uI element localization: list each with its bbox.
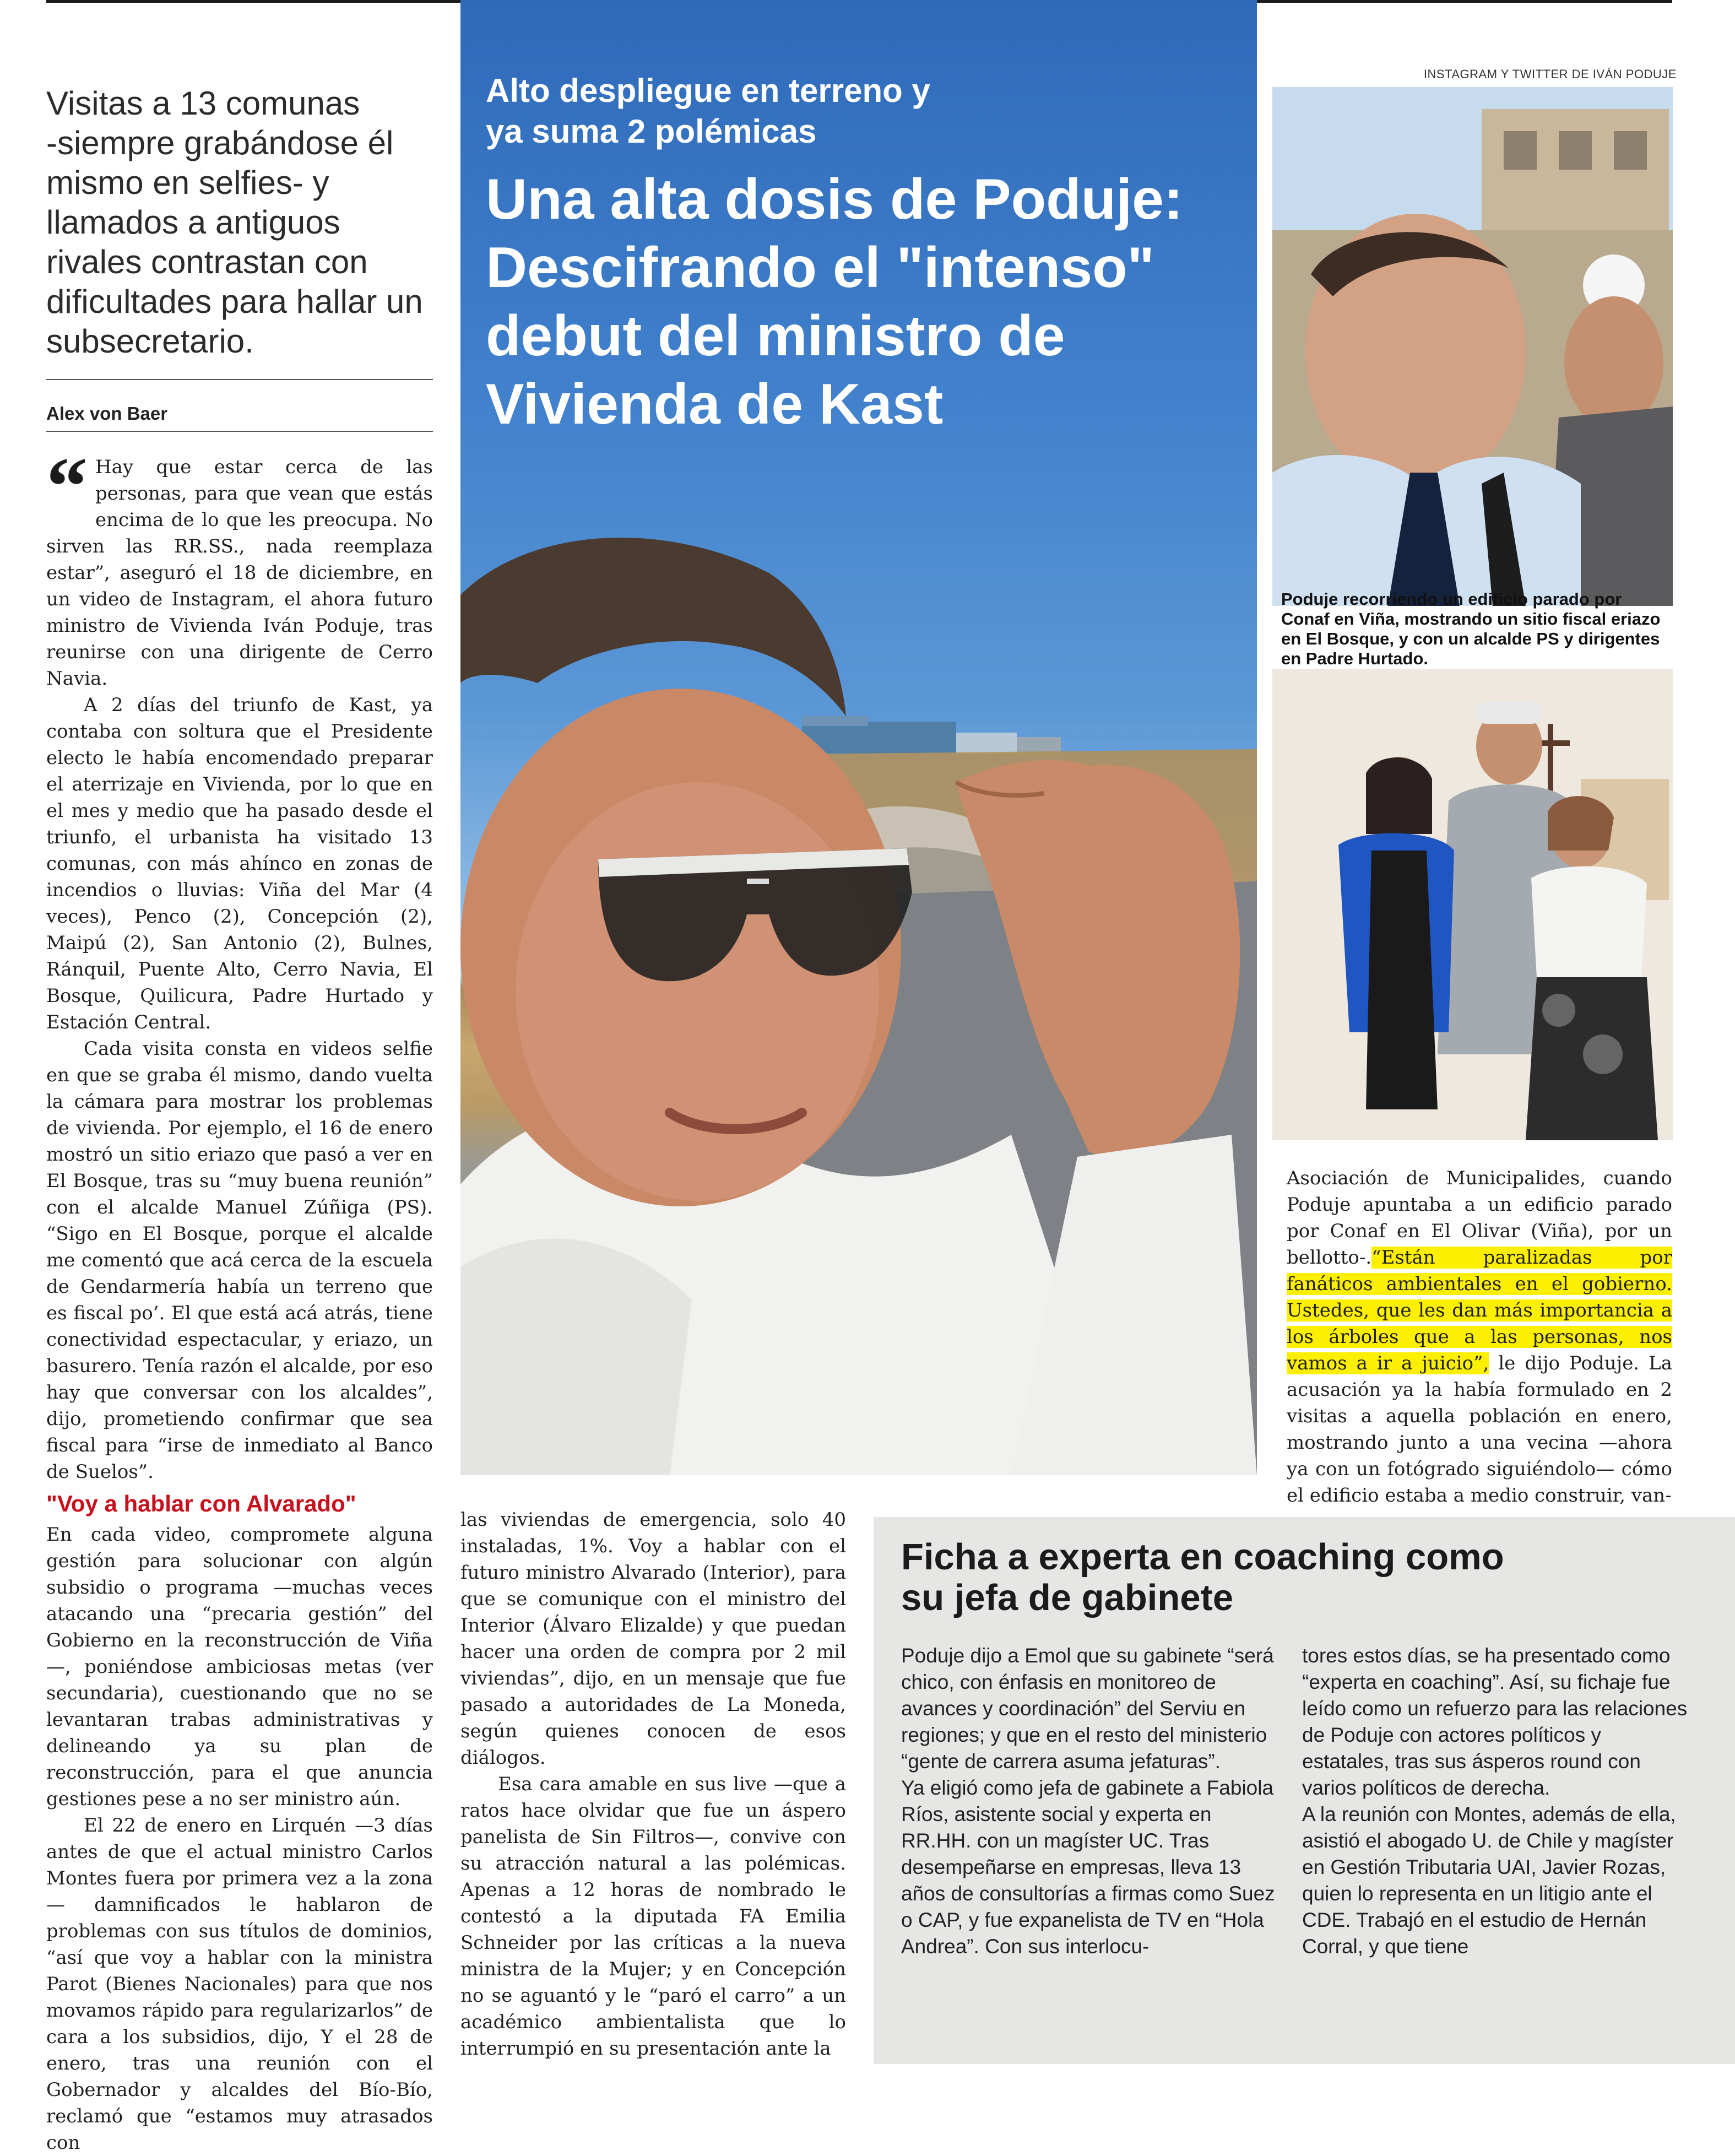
photo1-illustration (1272, 87, 1673, 606)
deck-line: dificultades para hallar un (46, 283, 423, 320)
body-column-1 (46, 441, 433, 2156)
body-column-2 (460, 1507, 846, 2062)
body-paragraph: Asociación de Municipalides, cuando Poduje apuntaba a un edificio parado por Conaf en El Olivar (Viña), por un bellotto-.“Están paralizadas por fanáticos ambientales en el gobierno. Ustedes, que les dan más importancia a los árboles que a las personas, nos vamos a ir a juicio”, le dijo Poduje. La acusación ya la había formulado en 2 visitas a aquella población en enero, mostrando junto a una vecina —ahora ya con un fotógrado siguiéndolo— cómo el edificio estaba a medio construir, van- (1287, 1167, 1672, 1507)
hair-shape (460, 538, 846, 716)
deck-line: Visitas a 13 comunas (46, 85, 360, 122)
sidebar-column-2 (1302, 1643, 1691, 1960)
hero-photo (460, 0, 1257, 1475)
sidebar-title-line: Ficha a experta en coaching como (901, 1536, 1504, 1578)
deck-line: subsecretario. (46, 323, 254, 360)
sidebar-paragraph: tores estos días, se ha presentado como “experta en coaching”. Así, su fichaje fue leído como un refuerzo para las relaciones de Poduje con actores políticos y estatales, tras sus ásperos round con varios políticos de derecha. (1302, 1644, 1688, 1799)
body-paragraph: Esa cara amable en sus live —que a ratos hace olvidar que fue un áspero panelista de Sin Filtros—, convive con su atracción natural a las polémicas. Apenas a 12 horas de nombrado le contestó a la diputada FA Emilia Schneider por las críticas a la nueva ministra de la Mujer; y en Concepción no se aguantó y le “paró el carro” a un académico ambientalista que lo interrumpió en su presentación ante la (460, 1773, 846, 2060)
sidebar-box (874, 1517, 1735, 2064)
body-paragraph: las viviendas de emergencia, solo 40 instaladas, 1%. Voy a hablar con el futuro ministro Alvarado (Interior), para que se comunique con el ministro del Interior (Álvaro Elizalde) y que puedan hacer una orden de compra por 2 mil viviendas”, dijo, en un mensaje que fue pasado a autoridades de La Moneda, según quienes conocen de esos diálogos. (460, 1509, 846, 1769)
photo-poduje-group (1272, 669, 1673, 1140)
sidebar-paragraph: Poduje dijo a Emol que su gabinete “será chico, con énfasis en monitoreo de avances y coordinación” del Serviu en regiones; y que en el resto del ministerio “gente de carrera asuma jefaturas”. (901, 1644, 1274, 1773)
warehouse-shape (802, 722, 956, 754)
body-column-3 (1287, 1165, 1672, 1509)
deck-line: mismo en selfies- y (46, 164, 329, 201)
sidebar-title (901, 1537, 1562, 1618)
headline-line: Una alta dosis de Poduje: (486, 167, 1183, 231)
sidebar-column-1 (901, 1643, 1282, 1960)
section-subhead: "Voy a hablar con Alvarado" (46, 1491, 356, 1516)
photo-caption: Poduje recorriendo un edificio parado por Conaf en Viña, mostrando un sitio fiscal eriazo en El Bosque, y con un alcalde PS y dirigentes en Padre Hurtado. (1281, 589, 1661, 668)
byline: Alex von Baer (46, 403, 168, 424)
quote-mark-icon: “ (46, 441, 88, 532)
deck-line: -siempre grabándose él (46, 124, 394, 161)
highlighted-quote: “Están paralizadas por fanáticos ambientales en el gobierno. Ustedes, que les dan más importancia a los árboles que a las personas, nos vamos a ir a juicio”, (1287, 1247, 1672, 1374)
kicker-line: Alto despliegue en terreno y (486, 72, 930, 109)
body-paragraph: Cada visita consta en videos selfie en que se graba él mismo, dando vuelta la cámara para mostrar los problemas de vivienda. Por ejemplo, el 16 de enero mostró un sitio eriazo que pasó a ver en El Bosque, tras su “muy buena reunión” con el alcalde Manuel Zúñiga (PS). “Sigo en El Bosque, porque el alcalde me comentó que acá cerca de la escuela de Gendarmería había un terreno que es fiscal po’. El que está acá atrás, tiene conectividad espectacular, y eriazo, un basurero. Tenía razón el alcalde, por eso hay que conversar con los alcaldes”, dijo, prometiendo confirmar que sea fiscal para “irse de inmediato al Banco de Suelos”. (46, 1038, 433, 1483)
photo2-illustration (1272, 669, 1673, 1140)
deck-line: rivales contrastan con (46, 243, 368, 280)
byline-rule-bottom (46, 431, 433, 432)
headline (486, 165, 1246, 438)
photo-credit: INSTAGRAM Y TWITTER DE IVÁN PODUJE (1423, 67, 1677, 81)
article-deck (46, 84, 443, 361)
sidebar-paragraph: A la reunión con Montes, además de ella, asistió el abogado U. de Chile y magíster en Gestión Tributaria UAI, Javier Rozas, quien lo representa en un litigio ante el CDE. Trabajó en el estudio de Hernán Corral, y que tiene (1302, 1803, 1676, 1958)
headline-line: Descifrando el "intenso" (486, 236, 1154, 300)
deck-line: llamados a antiguos (46, 204, 340, 241)
headline-line: debut del ministro de (486, 304, 1065, 368)
sidebar-title-line: su jefa de gabinete (901, 1577, 1234, 1618)
photo-poduje-building (1272, 87, 1673, 606)
body-paragraph: En cada video, compromete alguna gestión para solucionar con algún subsidio o programa —muchas veces atacando una “precaria gestión” del Gobierno en la reconstrucción de Viña—, poniéndose ambiciosas metas (ver secundaria), cuestionando que no se levantaran trabas administrativas y delineando ya su plan de reconstrucción, para el que anuncia gestiones pese a no ser ministro aún. (46, 1524, 433, 1810)
body-paragraph: “ Hay que estar cerca de las personas, para que vean que estás encima de lo que les preocupa. No sirven las RR.SS., nada reemplaza estar”, aseguró el 18 de diciembre, en un video de Instagram, el ahora futuro ministro de Vivienda Iván Poduje, tras reunirse con una dirigente de Cerro Navia. (46, 441, 433, 690)
byline-rule-top (46, 379, 433, 380)
headline-line: Vivienda de Kast (486, 372, 944, 436)
body-paragraph: El 22 de enero en Lirquén —3 días antes de que el actual ministro Carlos Montes fuera por primera vez a la zona— damnificados le hablaron de problemas con sus títulos de dominios, “así que voy a hablar con la ministra Parot (Bienes Nacionales) para que nos movamos rápido para regularizarlos” de cara a los subsidios, dijo, Y el 28 de enero, tras una reunión con el Gobernador y alcaldes del Bío-Bío, reclamó que “estamos muy atrasados con (46, 1814, 433, 2154)
sidebar-paragraph: Ya eligió como jefa de gabinete a Fabiola Ríos, asistente social y experta en RR.HH. con un magíster UC. Tras desempeñarse en empresas, lleva 13 años de consultorías a firmas como Suez o CAP, y fue expanelista de TV en “Hola Andrea”. Con sus interlocu- (901, 1776, 1275, 1958)
body-paragraph: A 2 días del triunfo de Kast, ya contaba con soltura que el Presidente electo le había encomendado preparar el aterrizaje en Vivienda, por lo que en el mes y medio que ha pasado desde el triunfo, el urbanista ha visitado 13 comunas, con más ahínco en zonas de incendios o lluvias: Viña del Mar (4 veces), Penco (2), Concepción (2), Maipú (2), San Antonio (2), Bulnes, Ránquil, Puente Alto, Cerro Navia, El Bosque, Quilicura, Padre Hurtado y Estación Central. (46, 694, 433, 1033)
hero-kicker (486, 71, 1147, 152)
kicker-line: ya suma 2 polémicas (486, 113, 817, 150)
